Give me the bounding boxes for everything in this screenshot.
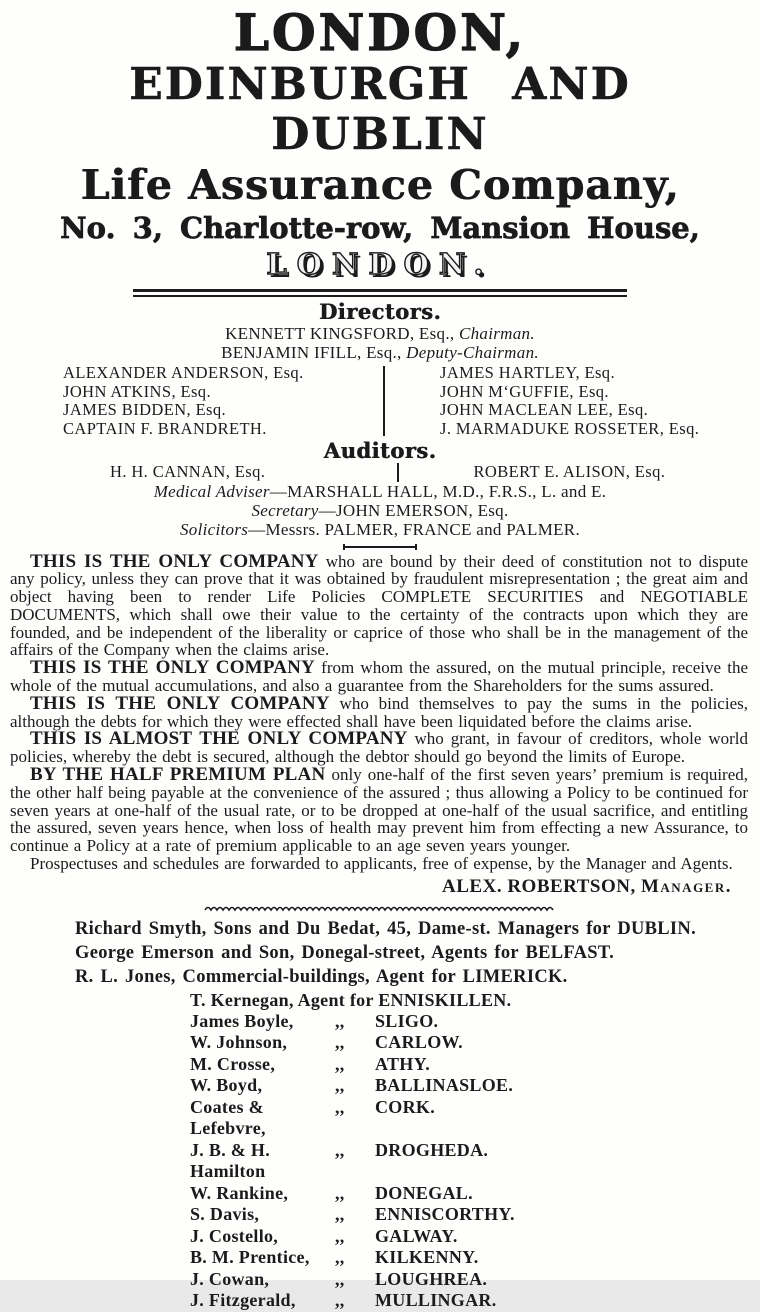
chairman-role: Chairman.	[459, 324, 535, 343]
agent-city: BALLINASLOE.	[375, 1075, 513, 1097]
director-name: JOHN M‘GUFFIE, Esq.	[440, 383, 760, 402]
agent-city: CARLOW.	[375, 1032, 463, 1054]
agent-row	[0, 1226, 760, 1248]
section-divider-rule	[344, 546, 416, 548]
auditors-columns	[0, 463, 760, 482]
agent-row	[0, 1269, 760, 1291]
paragraph-lead: THIS IS ALMOST THE ONLY COMPANY	[30, 728, 408, 749]
ditto-mark: ,,	[335, 1140, 375, 1183]
paragraph-text: who bind themselves to pay the sums in the policies, although the debts for which they were effected shall have been liquidated before the claims arise.	[10, 694, 748, 731]
ditto-mark: ,,	[335, 1032, 375, 1054]
medical-adviser-line	[0, 482, 760, 501]
body-paragraphs	[0, 553, 760, 873]
agent-city: ATHY.	[375, 1054, 430, 1076]
agent-name: B. M. Prentice,	[190, 1247, 335, 1269]
agent-for-label: Agent for	[298, 990, 379, 1010]
title-london-decorated: LONDON.	[0, 247, 760, 282]
paragraph-almost-only-company	[10, 730, 748, 766]
agent-row	[0, 1054, 760, 1076]
director-name: JAMES HARTLEY, Esq.	[440, 364, 760, 383]
ditto-mark: ,,	[335, 1054, 375, 1076]
signature-name: ALEX. ROBERTSON,	[442, 876, 641, 897]
agent-city: ENNISKILLEN.	[378, 990, 511, 1010]
directors-left-column	[0, 364, 383, 438]
auditor-name: H. H. CANNAN, Esq.	[0, 463, 397, 482]
double-rule	[133, 289, 627, 297]
agent-city: MULLINGAR.	[375, 1290, 497, 1312]
director-name: JOHN ATKINS, Esq.	[63, 383, 383, 402]
paragraph-text: Prospectuses and schedules are forwarded to applicants, free of expense, by the Manager and Agents.	[30, 854, 733, 873]
ditto-mark: ,,	[335, 1290, 375, 1312]
paragraph-only-company-1	[10, 553, 748, 660]
title-edinburgh-and-dublin: EDINBURGH AND DUBLIN	[0, 60, 760, 160]
secretary-label: Secretary	[251, 501, 318, 520]
agent-name: M. Crosse,	[190, 1054, 335, 1076]
paragraph-lead: THIS IS THE ONLY COMPANY	[30, 693, 330, 714]
chairman-line	[0, 324, 760, 343]
directors-columns	[0, 364, 760, 438]
agent-name: James Boyle,	[190, 1011, 335, 1033]
agent-city: SLIGO.	[375, 1011, 438, 1033]
agent-name: T. Kernegan,	[190, 990, 298, 1010]
agent-row	[0, 1140, 760, 1183]
address-line: No. 3, Charlotte-row, Mansion House,	[0, 210, 760, 247]
medical-adviser-value: —MARSHALL HALL, M.D., F.R.S., L. and E.	[270, 482, 607, 501]
agent-row	[0, 1204, 760, 1226]
chairman-name: KENNETT KINGSFORD, Esq.,	[225, 324, 459, 343]
title-life-assurance-company: Life Assurance Company,	[0, 160, 760, 210]
agent-line-limerick: R. L. Jones, Commercial-buildings, Agent for LIMERICK.	[0, 965, 760, 989]
agent-name: J. Cowan,	[190, 1269, 335, 1291]
agent-row	[0, 1097, 760, 1140]
agent-row	[0, 1247, 760, 1269]
deputy-chairman-role: Deputy-Chairman.	[406, 343, 539, 362]
title-london: LONDON,	[0, 6, 760, 60]
director-name: JOHN MACLEAN LEE, Esq.	[440, 401, 760, 420]
paragraph-lead: THIS IS THE ONLY COMPANY	[30, 551, 319, 572]
paragraph-text: who grant, in favour of creditors, whole world policies, whereby the debt is secured, although the debtor should go beyond the limits of Europe.	[10, 729, 748, 766]
agent-name: J. B. & H. Hamilton	[190, 1140, 335, 1183]
agent-city: ENNISCORTHY.	[375, 1204, 515, 1226]
paragraph-lead: THIS IS THE ONLY COMPANY	[30, 657, 315, 678]
agents-section	[0, 917, 760, 1312]
signature-line	[0, 876, 760, 898]
paragraph-half-premium-plan	[10, 766, 748, 855]
masthead	[0, 0, 760, 282]
secretary-line	[0, 501, 760, 520]
paragraph-text: only one-half of the first seven years’ premium is required, the other half being payable at the convenience of the assured ; thus allowing a Policy to be continued for seven years at one-half of the usual rate, or to be dropped at one-half of the usual sacrifice, and entitling the assured, seven years hence, when loss of health may prevent him from effecting a new Assurance, to continue a Policy at a rate of premium applicable to an age seven years younger.	[10, 765, 748, 855]
directors-heading: Directors.	[0, 299, 760, 324]
ditto-mark: ,,	[335, 1226, 375, 1248]
agent-line-dublin: Richard Smyth, Sons and Du Bedat, 45, Dame-st. Managers for DUBLIN.	[0, 917, 760, 941]
agent-row	[0, 1290, 760, 1312]
solicitors-line	[0, 520, 760, 539]
director-name: CAPTAIN F. BRANDRETH.	[63, 420, 383, 439]
paragraph-prospectuses	[10, 855, 748, 873]
ditto-mark: ,,	[335, 1075, 375, 1097]
agent-row	[0, 1032, 760, 1054]
medical-adviser-label: Medical Adviser	[154, 482, 270, 501]
agent-city: LOUGHREA.	[375, 1269, 487, 1291]
solicitors-label: Solicitors	[180, 520, 248, 539]
directors-right-column	[385, 364, 760, 438]
agent-name: S. Davis,	[190, 1204, 335, 1226]
paragraph-text: from whom the assured, on the mutual principle, receive the whole of the mutual accumulations, and also a guarantee from the Shareholders for the sums assured.	[10, 658, 748, 695]
ditto-mark: ,,	[335, 1097, 375, 1140]
agent-city: KILKENNY.	[375, 1247, 479, 1269]
director-name: JAMES BIDDEN, Esq.	[63, 401, 383, 420]
ditto-mark: ,,	[335, 1183, 375, 1205]
paragraph-lead: BY THE HALF PREMIUM PLAN	[30, 764, 325, 785]
agent-line-enniskillen	[0, 989, 760, 1011]
ditto-mark: ,,	[335, 1011, 375, 1033]
agent-line-belfast: George Emerson and Son, Donegal-street, Agents for BELFAST.	[0, 941, 760, 965]
agent-city: DONEGAL.	[375, 1183, 473, 1205]
deputy-chairman-name: BENJAMIN IFILL, Esq.,	[221, 343, 406, 362]
auditor-name: ROBERT E. ALISON, Esq.	[399, 463, 760, 482]
director-name: J. MARMADUKE ROSSETER, Esq.	[440, 420, 760, 439]
agent-name: J. Fitzgerald,	[190, 1290, 335, 1312]
signature-title: Manager.	[641, 876, 732, 897]
auditors-heading: Auditors.	[0, 438, 760, 463]
secretary-value: —JOHN EMERSON, Esq.	[319, 501, 509, 520]
agent-row	[0, 1011, 760, 1033]
deputy-chairman-line	[0, 343, 760, 362]
ditto-mark: ,,	[335, 1204, 375, 1226]
agent-name: J. Costello,	[190, 1226, 335, 1248]
solicitors-value: —Messrs. PALMER, FRANCE and PALMER.	[248, 520, 580, 539]
agent-row	[0, 1183, 760, 1205]
agent-name: W. Johnson,	[190, 1032, 335, 1054]
paragraph-text: who are bound by their deed of constitution not to dispute any policy, unless they can prove that it was obtained by fraudulent misrepresentation ; the great aim and object having been to render Life Policies COMPLETE SECURITIES and NEGOTIABLE DOCUMENTS, which shall owe their value to the certainty of the contracts upon which they are founded, and be independent of the liberality or caprice of those who shall be in the management of the affairs of the Company when the claims arise.	[10, 552, 748, 660]
paragraph-only-company-3	[10, 695, 748, 731]
agent-city: DROGHEDA.	[375, 1140, 488, 1183]
director-name: ALEXANDER ANDERSON, Esq.	[63, 364, 383, 383]
agent-city: GALWAY.	[375, 1226, 458, 1248]
paragraph-only-company-2	[10, 659, 748, 695]
agent-name: W. Rankine,	[190, 1183, 335, 1205]
ditto-mark: ,,	[335, 1247, 375, 1269]
wavy-divider	[0, 904, 760, 913]
agent-city: CORK.	[375, 1097, 435, 1140]
agent-name: W. Boyd,	[190, 1075, 335, 1097]
agent-row	[0, 1075, 760, 1097]
agent-name: Coates & Lefebvre,	[190, 1097, 335, 1140]
ditto-mark: ,,	[335, 1269, 375, 1291]
